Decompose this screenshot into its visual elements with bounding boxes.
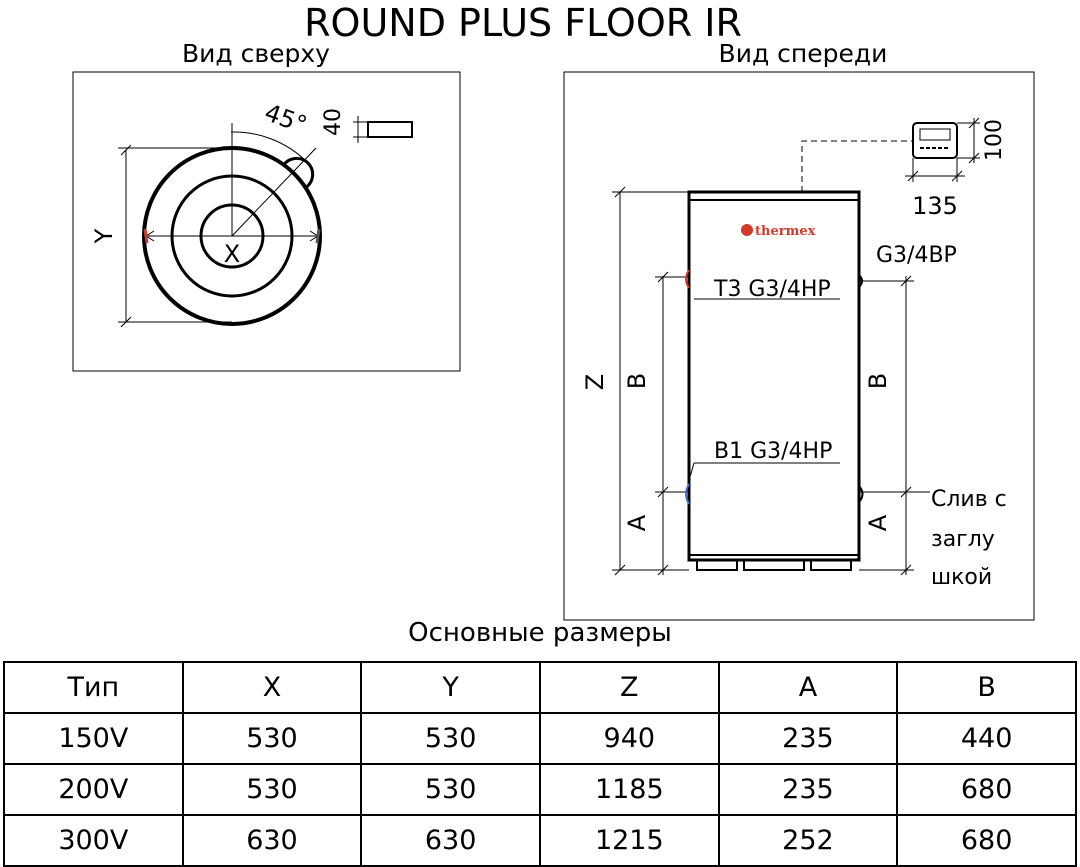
cell-y: 530 <box>361 713 540 764</box>
cell-type: 300V <box>4 815 183 866</box>
cell-z: 1215 <box>540 815 719 866</box>
front-view-label: Вид спереди <box>718 39 888 68</box>
drawing-title: ROUND PLUS FLOOR IR <box>304 1 742 45</box>
control-width-label: 135 <box>912 192 958 220</box>
header-a: A <box>719 662 898 713</box>
cell-z: 940 <box>540 713 719 764</box>
drain-label-line1: Слив с <box>931 487 1007 512</box>
top-view-fitting-left <box>145 229 147 243</box>
cell-b: 680 <box>897 764 1076 815</box>
cell-type: 150V <box>4 713 183 764</box>
dim-a-left-label: A <box>623 514 651 532</box>
header-y: Y <box>361 662 540 713</box>
table-row <box>4 815 1076 866</box>
dim-b-right-label: B <box>864 372 892 390</box>
header-x: X <box>183 662 362 713</box>
dimension-ticks <box>615 118 979 575</box>
cell-z: 1185 <box>540 764 719 815</box>
cell-a: 252 <box>719 815 898 866</box>
logo-text: thermex <box>755 224 816 239</box>
dim-z-label: Z <box>581 373 609 391</box>
cell-a: 235 <box>719 764 898 815</box>
drain-label-line2: заглу <box>931 527 995 552</box>
logo-icon <box>741 224 753 236</box>
header-type: Тип <box>4 662 183 713</box>
cell-y: 630 <box>361 815 540 866</box>
table-header-row <box>4 662 1076 713</box>
cell-a: 235 <box>719 713 898 764</box>
outlet-label: G3/4BP <box>876 243 957 268</box>
control-height-label: 100 <box>982 119 1007 161</box>
tank-body <box>689 192 859 560</box>
cell-x: 630 <box>183 815 362 866</box>
dimensions-table <box>3 661 1077 867</box>
dim-b-left-label: B <box>623 372 651 390</box>
thermex-logo <box>741 224 816 239</box>
table-caption: Основные размеры <box>408 618 672 648</box>
angle-label: 45° <box>260 98 311 140</box>
top-view-fitting-right <box>317 229 319 243</box>
header-b: B <box>897 662 1076 713</box>
cold-inlet-label: B1 G3/4HP <box>714 439 833 464</box>
control-cable <box>802 141 913 192</box>
top-view-label: Вид сверху <box>182 39 330 68</box>
table-row <box>4 764 1076 815</box>
control-panel-top <box>368 122 412 137</box>
cell-y: 530 <box>361 764 540 815</box>
drain-label-line3: шкой <box>931 565 993 590</box>
cell-type: 200V <box>4 764 183 815</box>
outlet-bump <box>283 158 313 188</box>
hot-inlet-label: T3 G3/4HP <box>714 277 831 302</box>
cell-x: 530 <box>183 713 362 764</box>
dim-x-label: X <box>223 240 241 268</box>
header-z: Z <box>540 662 719 713</box>
cell-x: 530 <box>183 764 362 815</box>
cell-b: 680 <box>897 815 1076 866</box>
offset-label: 40 <box>321 108 346 136</box>
cell-b: 440 <box>897 713 1076 764</box>
table-row <box>4 713 1076 764</box>
dim-a-right-label: A <box>864 514 892 532</box>
dim-y-label: Y <box>90 228 118 244</box>
